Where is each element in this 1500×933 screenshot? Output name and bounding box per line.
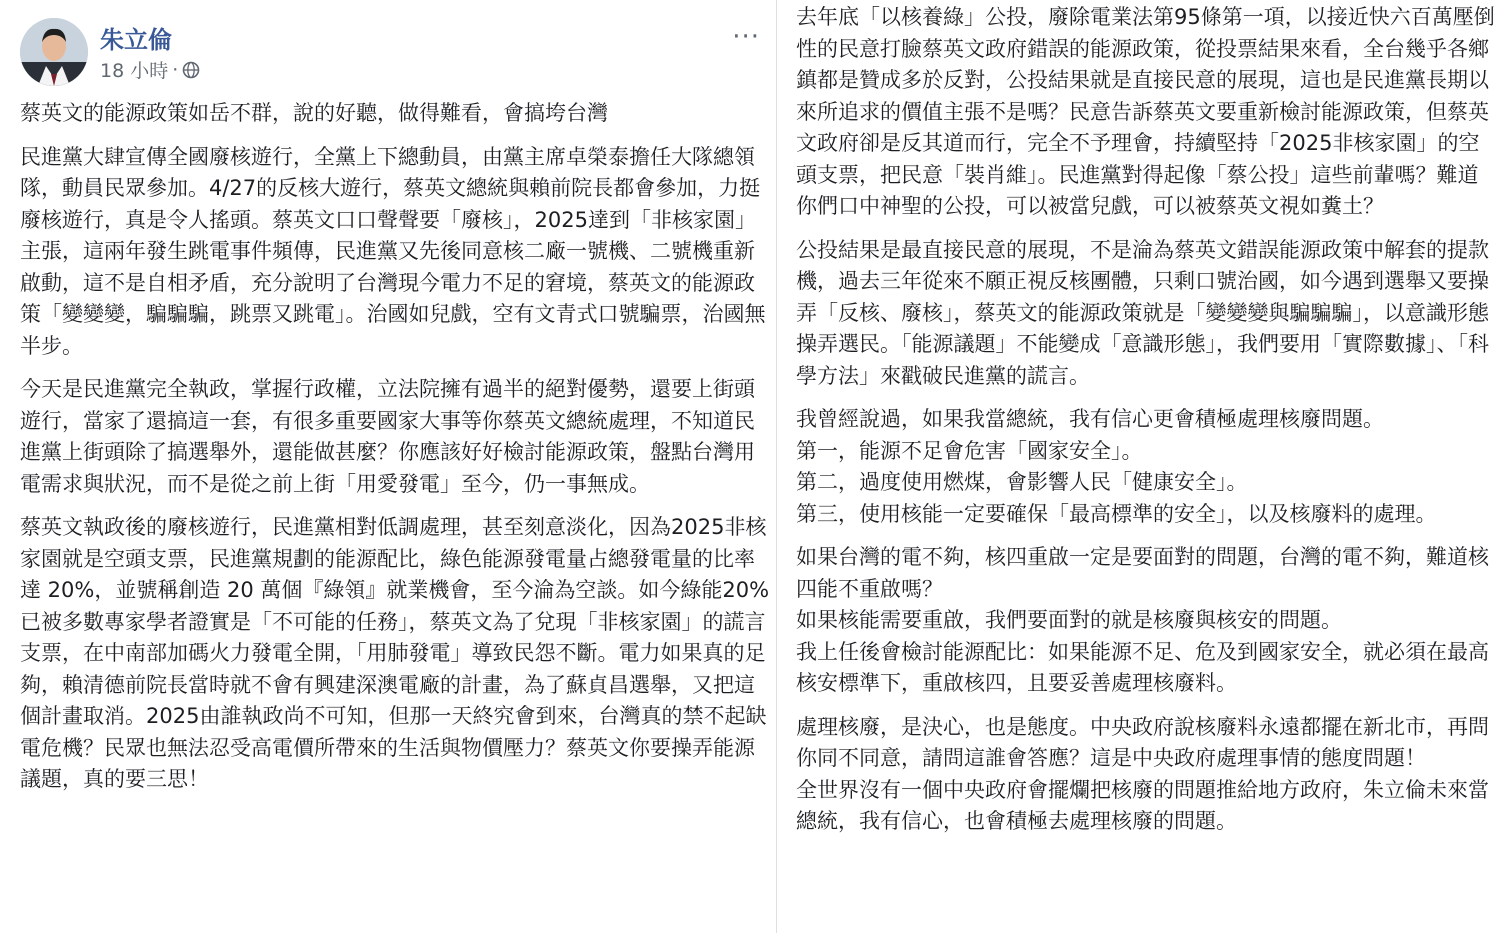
more-options-button[interactable]: ··· bbox=[732, 22, 760, 52]
avatar[interactable] bbox=[20, 18, 88, 86]
post-body-right bbox=[796, 2, 1498, 850]
post-paragraph: 蔡英文的能源政策如岳不群，說的好聽，做得難看，會搞垮台灣 bbox=[20, 101, 608, 125]
post-time[interactable]: 18 小時 bbox=[100, 60, 169, 82]
post-right-column bbox=[777, 0, 1500, 933]
post-paragraph: 今天是民進黨完全執政，掌握行政權，立法院擁有過半的絕對優勢，還要上街頭遊行，當家了還搞這一套，有很多重要國家大事等你蔡英文總統處理，不知道民進黨上街頭除了搞選舉外，還能做甚麼？你應該好好檢討能源政策，盤點台灣用電需求與狀況，而不是從之前上街「用愛發電」至今，仍一事無成。 bbox=[20, 377, 755, 496]
post-paragraph: 我曾經說過，如果我當總統，我有信心更會積極處理核廢問題。 第一，能源不足會危害「國家安全」。 第二，過度使用燃煤，會影響人民「健康安全」。 第三，使用核能一定要確保「最高標準的安全」，以及核廢料的處理。 bbox=[796, 407, 1437, 526]
post-paragraph: 去年底「以核養綠」公投，廢除電業法第95條第一項，以接近快六百萬壓倒性的民意打臉蔡英文政府錯誤的能源政策，從投票結果來看，全台幾乎各鄉鎮都是贊成多於反對，公投結果就是直接民意的展現，這也是民進黨長期以來所追求的價值主張不是嗎？民意告訴蔡英文要重新檢討能源政策，但蔡英文政府卻是反其道而行，完全不予理會，持續堅持「2025非核家園」的空頭支票，把民意「裝肖維」。民進黨對得起像「蔡公投」這些前輩嗎？難道你們口中神聖的公投，可以被當兒戲，可以被蔡英文視如糞土？ bbox=[796, 5, 1495, 218]
globe-icon bbox=[182, 61, 200, 79]
author-name[interactable]: 朱立倫 bbox=[100, 26, 172, 54]
post-paragraph: 如果台灣的電不夠，核四重啟一定是要面對的問題，台灣的電不夠，難道核四能不重啟嗎？ 如果核能需要重啟，我們要面對的就是核廢與核安的問題。 我上任後會檢討能源配比：如果能源不足、危及到國家安全，就必須在最高核安標準下，重啟核四，且要妥善處理核廢料。 bbox=[796, 545, 1489, 695]
post-paragraph: 民進黨大肆宣傳全國廢核遊行，全黨上下總動員，由黨主席卓榮泰擔任大隊總領隊，動員民眾參加。4/27的反核大遊行，蔡英文總統與賴前院長都會參加，力挺廢核遊行，真是令人搖頭。蔡英文口口聲聲要「廢核」，2025達到「非核家園」主張，這兩年發生跳電事件頻傳，民進黨又先後同意核二廠一號機、二號機重新啟動，這不是自相矛盾，充分說明了台灣現今電力不足的窘境，蔡英文的能源政策「變變變，騙騙騙，跳票又跳電」。治國如兒戲，空有文青式口號騙票，治國無半步。 bbox=[20, 144, 766, 358]
post-paragraph: 蔡英文執政後的廢核遊行，民進黨相對低調處理，甚至刻意淡化，因為2025非核家園就是空頭支票，民進黨規劃的能源配比，綠色能源發電量占總發電量的比率達 20%，並號稱創造 20 萬個『綠領』就業機會，至今淪為空談。如今綠能20%已被多數專家學者證實是「不可能的任務」，蔡英文為了兌現「非核家園」的謊言支票，在中南部加碼火力發電全開，「用肺發電」導致民怨不斷。電力如果真的足夠，賴清德前院長當時就不會有興建深澳電廠的計畫，為了蘇貞昌選舉，又把這個計畫取消。2025由誰執政尚不可知，但那一天終究會到來，台灣真的禁不起缺電危機？民眾也無法忍受高電價所帶來的生活與物價壓力？蔡英文你要操弄能源議題，真的要三思！ bbox=[20, 515, 770, 791]
profile-photo-icon bbox=[20, 18, 88, 86]
post-body-left bbox=[20, 98, 772, 808]
post-meta bbox=[100, 56, 200, 83]
post-paragraph: 公投結果是最直接民意的展現，不是淪為蔡英文錯誤能源政策中解套的提款機，過去三年從來不願正視反核團體，只剩口號治國，如今遇到選舉又要操弄「反核、廢核」，蔡英文的能源政策就是「變變變與騙騙騙」，以意識形態操弄選民。「能源議題」不能變成「意識形態」，我們要用「實際數據」、「科學方法」來戳破民進黨的謊言。 bbox=[796, 237, 1489, 388]
post-header bbox=[20, 18, 760, 88]
post-paragraph: 處理核廢，是決心，也是態度。中央政府說核廢料永遠都擺在新北市，再問你同不同意，請問這誰會答應？這是中央政府處理事情的態度問題！ 全世界沒有一個中央政府會擺爛把核廢的問題推給地方政府，朱立倫未來當總統，我有信心，也會積極去處理核廢的問題。 bbox=[796, 714, 1489, 833]
meta-separator: · bbox=[172, 58, 179, 81]
